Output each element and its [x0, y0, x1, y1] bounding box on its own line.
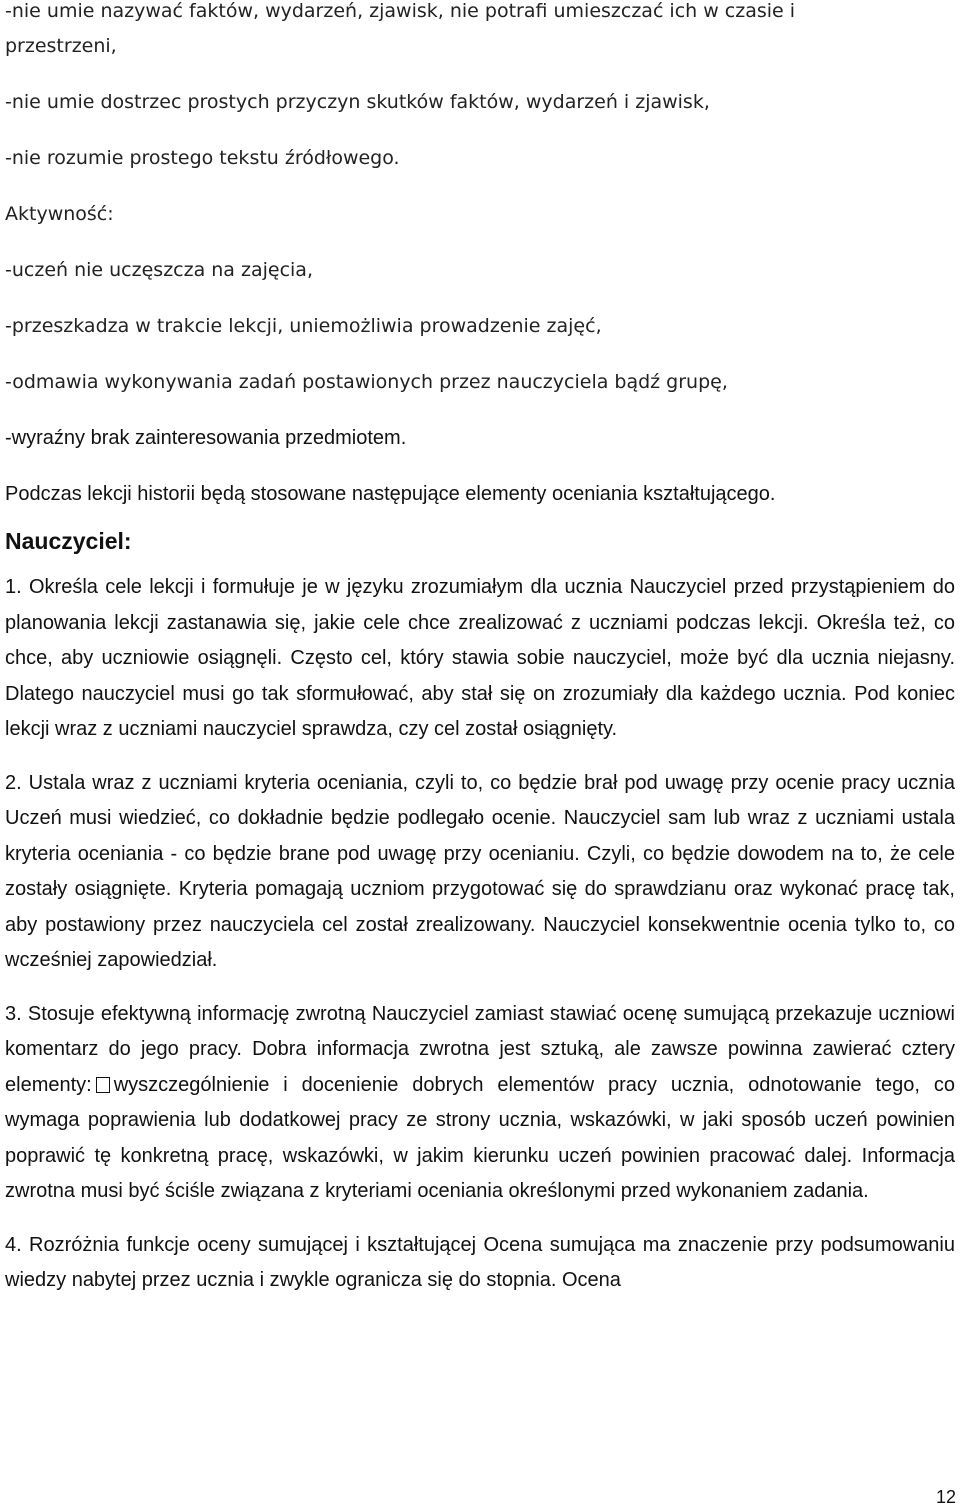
intro-line-2: przestrzeni,	[5, 35, 117, 57]
section-heading: Nauczyciel:	[5, 528, 132, 554]
after-line-2: Podczas lekcji historii będą stosowane następujące elementy oceniania kształtującego.	[5, 483, 776, 505]
point-4: 4. Rozróżnia funkcje oceny sumującej i kształtującej Ocena sumująca ma znaczenie przy podsumowaniu wiedzy nabytej przez ucznia i zwykle ogranicza się do stopnia. Ocena	[5, 1233, 955, 1291]
page-number: 12	[935, 1487, 956, 1507]
intro-line-1: -nie umie nazywać faktów, wydarzeń, zjawisk, nie potrafi umieszczać ich w czasie i	[5, 0, 796, 22]
point-3-before: 3. Stosuje efektywną informację zwrotną Nauczyciel zamiast stawiać ocenę sumującą przekazuje uczniowi komentarz do jego pracy. Dobra informacja zwrotna jest sztuką, ale zawsze powinna zawierać cztery elementy:	[5, 1002, 955, 1096]
point-2: 2. Ustala wraz z uczniami kryteria oceniania, czyli to, co będzie brał pod uwagę przy ocenie pracy ucznia Uczeń musi wiedzieć, co dokładnie będzie podlegało ocenie. Nauczyciel sam lub wraz z uczniami ustala kryteria oceniania - co będzie brane pod uwagę przy ocenianiu. Czyli, co będzie dowodem na to, że cele zostały osiągnięte. Kryteria pomagają uczniom przygotować się do sprawdzianu oraz wykonać pracę tak, aby postawiony przez nauczyciela cel został zrealizowany. Nauczyciel konsekwentnie ocenia tylko to, co wcześniej zapowiedział.	[5, 771, 955, 971]
missing-glyph-icon	[96, 1077, 110, 1093]
point-3-after: wyszczególnienie i docenienie dobrych elementów pracy ucznia, odnotowanie tego, co wymaga poprawienia lub dodatkowej pracy ze strony ucznia, wskazówki, w jaki sposób uczeń powinien poprawić tę konkretną pracę, wskazówki, w jakim kierunku uczeń powinien pracować dalej. Informacja zwrotna musi być ściśle związana z kryteriami oceniania określonymi przed wykonaniem zadania.	[5, 1073, 955, 1202]
activity-item-3: -odmawia wykonywania zadań postawionych przez nauczyciela bądź grupę,	[5, 371, 728, 393]
after-line-1: -wyraźny brak zainteresowania przedmiotem.	[5, 427, 407, 449]
intro-line-3: -nie umie dostrzec prostych przyczyn skutków faktów, wydarzeń i zjawisk,	[5, 91, 710, 113]
document-body	[5, 0, 955, 1299]
activity-item-1: -uczeń nie uczęszcza na zajęcia,	[5, 259, 313, 281]
activity-item-2: -przeszkadza w trakcie lekcji, uniemożliwia prowadzenie zajęć,	[5, 315, 602, 337]
point-3	[5, 997, 955, 1210]
intro-line-4: -nie rozumie prostego tekstu źródłowego.	[5, 147, 400, 169]
activity-label: Aktywność:	[5, 203, 114, 225]
point-1: 1. Określa cele lekcji i formułuje je w języku zrozumiałym dla ucznia Nauczyciel przed przystąpieniem do planowania lekcji zastanawia się, jakie cele chce zrealizować z uczniami podczas lekcji. Określa też, co chce, aby uczniowie osiągnęli. Często cel, który stawia sobie nauczyciel, może być dla ucznia niejasny. Dlatego nauczyciel musi go tak sformułować, aby stał się on zrozumiały dla każdego ucznia. Pod koniec lekcji wraz z uczniami nauczyciel sprawdza, czy cel został osiągnięty.	[5, 576, 955, 740]
